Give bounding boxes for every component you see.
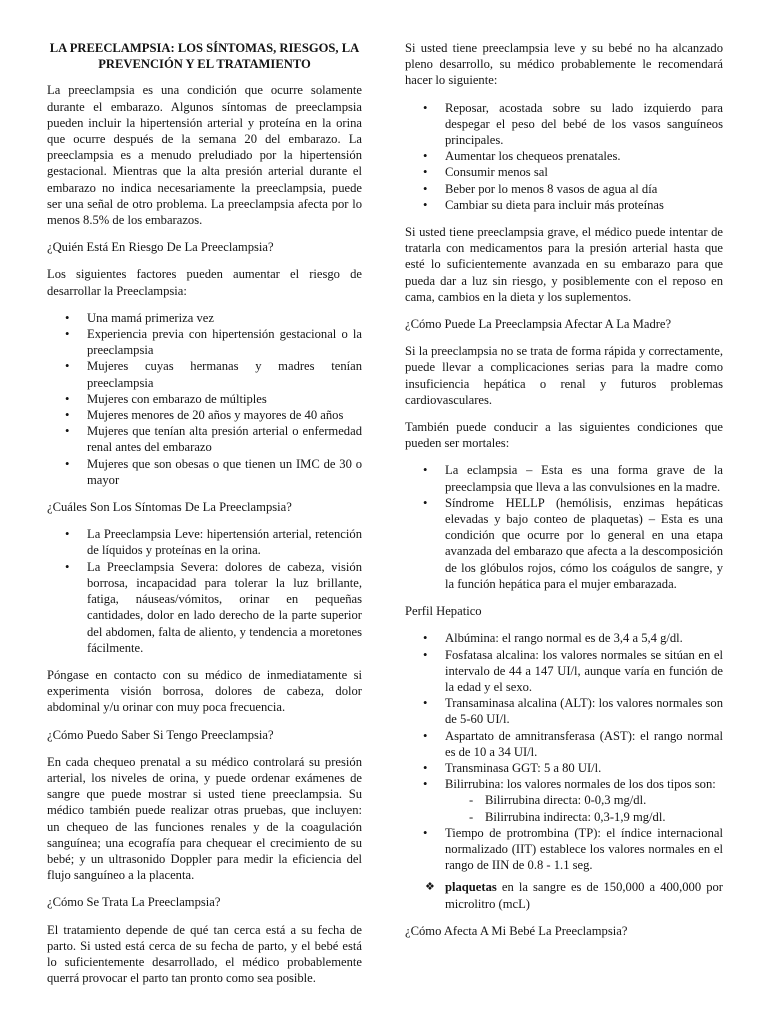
- list-item: • Mujeres que son obesas o que tienen un IMC de 30 o mayor: [47, 456, 362, 488]
- plaquetas-text: en la sangre es de 150,000 a 400,000 por microlitro (mcL): [445, 880, 723, 911]
- mortal-paragraph: También puede conducir a las siguientes condiciones que pueden ser mortales:: [405, 420, 723, 451]
- risk-heading: ¿Quién Está En Riesgo De La Preeclampsia?: [47, 240, 274, 255]
- list-item: • Tiempo de protrombina (TP): el índice internacional normalizado (IIT) establece los valores normales en el rango de IIN de 0.8 - 1.1 seg.: [405, 825, 723, 874]
- list-item: • Reposar, acostada sobre su lado izquierdo para despegar el peso del bebé de los vasos sanguíneos principales.: [405, 100, 723, 149]
- list-item: • Cambiar su dieta para incluir más proteínas: [405, 197, 723, 213]
- diamond-bullet-icon: ❖: [425, 881, 435, 894]
- mild-list: [405, 100, 723, 213]
- treat-paragraph: El tratamiento depende de qué tan cerca está a su fecha de parto. Si usted está cerca de su fecha de parto, y el bebé está lo suficientemente desarrollado, el médico probablemente querrá provocar el parto tan pronto como sea posible.: [47, 922, 362, 986]
- baby-heading: ¿Cómo Afecta A Mi Bebé La Preeclampsia?: [405, 923, 628, 938]
- know-paragraph: En cada chequeo prenatal a su médico controlará su presión arterial, los niveles de orina, y puede ordenar exámenes de sangre que puede mostrar si usted tiene preeclampsia. Su médico también puede realizar otras pruebas, que incluyen: un chequeo de las funciones renales y de la coagulación sanguínea; una ecografía para chequear el crecimiento de su bebé; y un ultrasonido Doppler para medir la eficiencia del flujo sanguíneo a la placenta.: [47, 754, 362, 883]
- list-item: • Aumentar los chequeos prenatales.: [405, 148, 723, 164]
- treat-heading: ¿Cómo Se Trata La Preeclampsia?: [47, 895, 221, 910]
- list-item: • La eclampsia – Esta es una forma grave de la preeclampsia que lleva a las convulsiones en la madre.: [405, 462, 723, 494]
- list-item: • Fosfatasa alcalina: los valores normales se sitúan en el intervalo de 44 a 147 UI/l, aunque varía en función de la edad y el sexo.: [405, 647, 723, 696]
- plaquetas-label: plaquetas: [445, 880, 497, 895]
- mother-paragraph: Si la preeclampsia no se trata de forma rápida y correctamente, puede llevar a complicaciones serias para la madre como insuficiencia hepática o renal y futuros problemas cardiovasculares.: [405, 344, 723, 407]
- list-item: [405, 776, 723, 825]
- right-column: [405, 40, 723, 950]
- list-item: • Mujeres que tenían alta presión arterial o enfermedad renal antes del embarazo: [47, 423, 362, 455]
- list-item: • Aspartato de amnitransferasa (AST): el rango normal es de 10 a 34 UI/l.: [405, 728, 723, 760]
- mortal-list: [405, 462, 723, 592]
- list-item: • Mujeres con embarazo de múltiples: [47, 391, 362, 407]
- bilirrubina-sublist: [445, 792, 723, 824]
- intro-paragraph: La preeclampsia es una condición que ocurre solamente durante el embarazo. Algunos síntomas de preeclampsia pueden incluir la hipertensión arterial y proteína en la orina que ocurre después de la semana 20 del embarazo. La preeclampsia es a menudo preludiado por la hipertensión gestacional. Mientras que la alta presión arterial durante el embarazo no indica necesariamente la preeclampsia, puede ser una señal de otro problema. La preeclampsia afecta por lo menos 8.5% de los embarazos.: [47, 83, 362, 228]
- list-item: • Experiencia previa con hipertensión gestacional o la preeclampsia: [47, 326, 362, 358]
- list-item: • Consumir menos sal: [405, 164, 723, 180]
- list-item: • Mujeres cuyas hermanas y madres tenían preeclampsia: [47, 358, 362, 390]
- document-title: LA PREECLAMPSIA: LOS SÍNTOMAS, RIESGOS, LA PREVENCIÓN Y EL TRATAMIENTO: [49, 41, 360, 72]
- list-item: • Síndrome HELLP (hemólisis, enzimas hepáticas elevadas y bajo conteo de plaquetas) – Esta es una condición que ocurre por lo general en una etapa avanzada del embarazo que afecta a la descomposición de los glóbulos rojos, cómo los coágulos de sangre, y la función hepática para el mujer embarazada.: [405, 495, 723, 592]
- list-item: • Transminasa GGT: 5 a 80 UI/l.: [405, 760, 723, 776]
- contact-paragraph: Póngase en contacto con su médico de inmediatamente si experimenta visión borrosa, dolores de cabeza, dolor abdominal y/u orinar con muy poca frecuencia.: [47, 667, 362, 715]
- risk-intro-paragraph: Los siguientes factores pueden aumentar el riesgo de desarrollar la Preeclampsia:: [47, 267, 362, 298]
- perfil-heading: Perfil Hepatico: [405, 604, 482, 619]
- left-column: [47, 40, 362, 997]
- risk-list: [47, 310, 362, 488]
- list-item: - Bilirrubina directa: 0-0,3 mg/dl.: [445, 792, 723, 808]
- perfil-list: [405, 630, 723, 873]
- list-item: - Bilirrubina indirecta: 0,3-1,9 mg/dl.: [445, 809, 723, 825]
- know-heading: ¿Cómo Puedo Saber Si Tengo Preeclampsia?: [47, 727, 274, 742]
- mild-paragraph: Si usted tiene preeclampsia leve y su bebé no ha alcanzado pleno desarrollo, su médico probablemente le recomendará hacer lo siguiente:: [405, 41, 723, 88]
- mother-heading: ¿Cómo Puede La Preeclampsia Afectar A La Madre?: [405, 317, 672, 332]
- bilirrubina-label: Bilirrubina: los valores normales de los dos tipos son:: [445, 777, 716, 792]
- list-item: • Una mamá primeriza vez: [47, 310, 362, 326]
- list-item: • La Preeclampsia Leve: hipertensión arterial, retención de líquidos y proteínas en la orina.: [47, 526, 362, 558]
- symptoms-list: [47, 526, 362, 656]
- symptoms-heading: ¿Cuáles Son Los Síntomas De La Preeclampsia?: [47, 500, 292, 515]
- list-item: • Mujeres menores de 20 años y mayores de 40 años: [47, 407, 362, 423]
- list-item: • Beber por lo menos 8 vasos de agua al día: [405, 181, 723, 197]
- severe-paragraph: Si usted tiene preeclampsia grave, el médico puede intentar de tratarla con medicamentos para la presión arterial hasta que esté lo suficientemente avanzada en su embarazo para que pueda dar a luz sin riesgo, y posiblemente con el reposo en cama, cambios en la dieta y los suplementos.: [405, 225, 723, 304]
- list-item: • Albúmina: el rango normal es de 3,4 a 5,4 g/dl.: [405, 630, 723, 646]
- plaquetas-item: [405, 879, 723, 911]
- list-item: • La Preeclampsia Severa: dolores de cabeza, visión borrosa, incapacidad para tolerar la luz brillante, fatiga, náuseas/vómitos, orinar en pequeñas cantidades, dolor en lado derecho de la parte superior del abdomen, falta de aliento, y tendencia a moretones fácilmente.: [47, 559, 362, 656]
- list-item: • Transaminasa alcalina (ALT): los valores normales son de 5-60 UI/l.: [405, 695, 723, 727]
